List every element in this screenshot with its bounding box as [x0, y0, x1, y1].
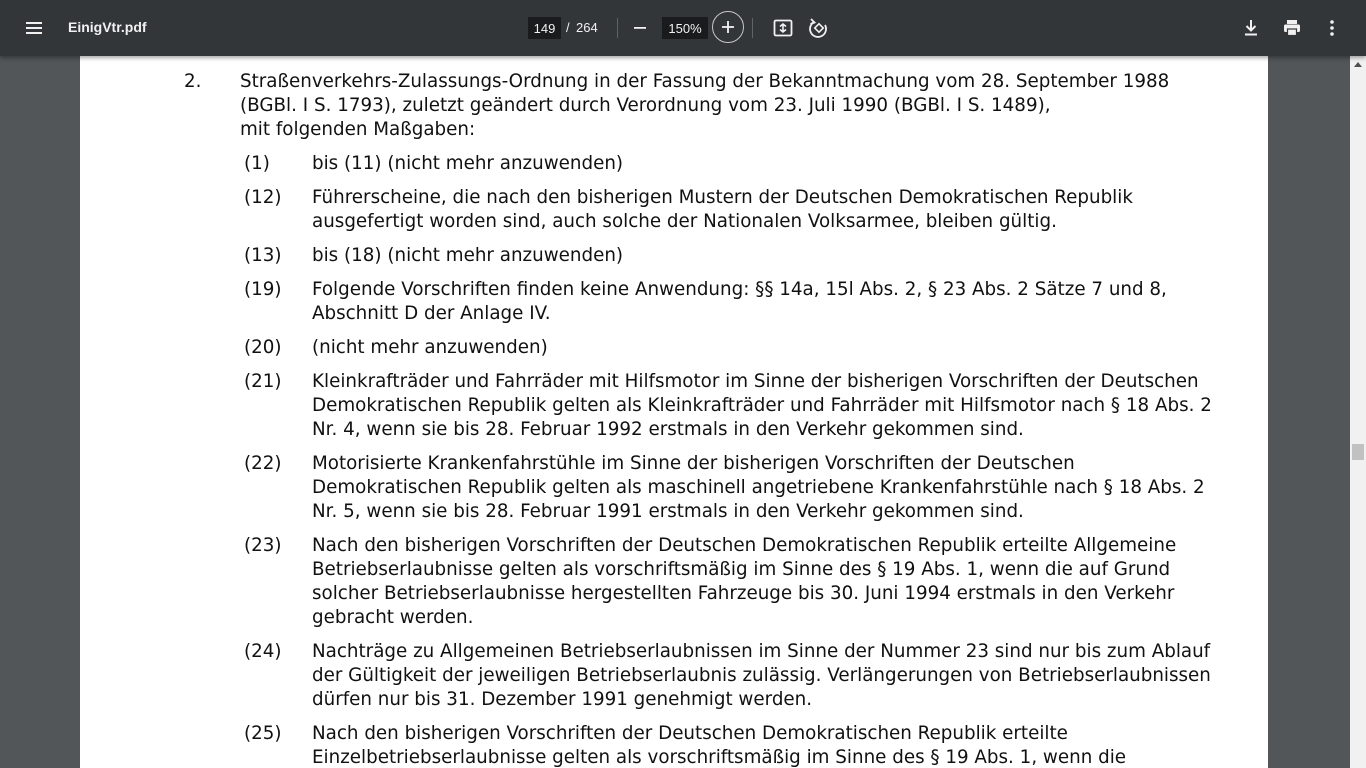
page-separator: / [566, 20, 570, 35]
toolbar-divider [617, 18, 618, 38]
paragraph-line: Nr. 5, wenn sie bis 28. Februar 1991 erstmals in den Verkehr gekommen sind. [312, 501, 1024, 522]
paragraph-line: bis (18) (nicht mehr anzuwenden) [312, 245, 624, 266]
paragraph-line: dürfen nur bis 31. Dezember 1991 genehmigt werden. [312, 689, 813, 710]
download-icon [1239, 16, 1263, 40]
paragraph-line: Nach den bisherigen Vorschriften der Deutschen Demokratischen Republik erteilte [312, 723, 1068, 744]
paragraph-line: der Gültigkeit der jeweiligen Betriebserlaubnis zulässig. Verlängerungen von Betriebserlaubnissen [312, 665, 1211, 686]
paragraph-number: (13) [244, 245, 282, 266]
zoom-in-button[interactable] [712, 11, 744, 43]
intro-line: mit folgenden Maßgaben: [240, 119, 476, 140]
paragraph-line: Nach den bisherigen Vorschriften der Deutschen Demokratischen Republik erteilte Allgemeine [312, 535, 1177, 556]
toolbar-divider [752, 18, 753, 38]
intro-line: Straßenverkehrs-Zulassungs-Ordnung in der Fassung der Bekanntmachung vom 28. September 1988 [240, 71, 1170, 92]
paragraph-line: Demokratischen Republik gelten als Kleinkrafträder und Fahrräder mit Hilfsmotor nach § 18 Abs. 2 [312, 395, 1212, 416]
paragraph-line: Führerscheine, die nach den bisherigen Mustern der Deutschen Demokratischen Republik [312, 187, 1133, 208]
paragraph-line: Nachträge zu Allgemeinen Betriebserlaubnissen im Sinne der Nummer 23 sind nur bis zum Ablauf [312, 641, 1211, 662]
pdf-toolbar [0, 0, 1366, 56]
paragraph-number: (19) [244, 279, 282, 300]
zoom-out-button[interactable] [624, 12, 656, 44]
item-number: 2. [184, 71, 202, 92]
paragraph-line: solcher Betriebserlaubnisse hergestellten Fahrzeuge bis 30. Juni 1994 erstmals in den Verkehr [312, 583, 1175, 604]
rotate-icon [807, 16, 831, 40]
download-button[interactable] [1235, 12, 1267, 44]
paragraph-line: Motorisierte Krankenfahrstühle im Sinne der bisherigen Vorschriften der Deutschen [312, 453, 1075, 474]
menu-icon-line [26, 32, 42, 34]
paragraph-number: (21) [244, 371, 282, 392]
paragraph-number: (1) [244, 153, 270, 174]
scroll-up-arrow-icon[interactable] [1354, 62, 1362, 67]
paragraph-line: (nicht mehr anzuwenden) [312, 337, 548, 358]
paragraph-number: (12) [244, 187, 282, 208]
page-number-input[interactable] [528, 17, 561, 39]
paragraph-number: (23) [244, 535, 282, 556]
paragraph-line: Nr. 4, wenn sie bis 28. Februar 1992 erstmals in den Verkehr gekommen sind. [312, 419, 1024, 440]
paragraph-line: gebracht werden. [312, 607, 474, 628]
total-pages: 264 [576, 20, 598, 35]
fit-to-page-icon [771, 16, 795, 40]
scroll-thumb[interactable] [1352, 444, 1364, 460]
paragraph-line: ausgefertigt worden sind, auch solche der Nationalen Volksarmee, bleiben gültig. [312, 211, 1057, 232]
paragraph-line: Kleinkrafträder und Fahrräder mit Hilfsmotor im Sinne der bisherigen Vorschriften der Deutschen [312, 371, 1199, 392]
menu-icon-line [26, 27, 42, 29]
menu-icon [26, 22, 42, 24]
menu-button[interactable] [18, 12, 50, 44]
rotate-button[interactable] [803, 12, 835, 44]
paragraph-number: (22) [244, 453, 282, 474]
paragraph-number: (24) [244, 641, 282, 662]
pdf-viewer[interactable] [0, 56, 1366, 768]
intro-line: (BGBl. I S. 1793), zuletzt geändert durch Verordnung vom 23. Juli 1990 (BGBl. I S. 1489), [240, 95, 1051, 116]
paragraph-line: Einzelbetriebserlaubnisse gelten als vorschriftsmäßig im Sinne des § 19 Abs. 1, wenn die [312, 747, 1127, 768]
pdf-page [80, 56, 1268, 768]
plus-icon [718, 17, 738, 37]
print-button[interactable] [1276, 12, 1308, 44]
vertical-scrollbar[interactable] [1350, 56, 1366, 768]
minus-icon [628, 16, 652, 40]
paragraph-number: (25) [244, 723, 282, 744]
paragraph-number: (20) [244, 337, 282, 358]
paragraph-line: Demokratischen Republik gelten als maschinell angetriebene Krankenfahrstühle nach § 18 Abs. 2 [312, 477, 1205, 498]
more-vert-icon [1320, 16, 1344, 40]
paragraph-line: Betriebserlaubnisse gelten als vorschriftsmäßig im Sinne des § 19 Abs. 1, wenn die auf Grund [312, 559, 1171, 580]
file-title: EinigVtr.pdf [68, 19, 147, 35]
paragraph-line: bis (11) (nicht mehr anzuwenden) [312, 153, 624, 174]
paragraph-line: Folgende Vorschriften finden keine Anwendung: §§ 14a, 15l Abs. 2, § 23 Abs. 2 Sätze 7 und 8, [312, 279, 1167, 300]
zoom-input[interactable] [662, 17, 708, 39]
fit-to-page-button[interactable] [767, 12, 799, 44]
more-options-button[interactable] [1316, 12, 1348, 44]
print-icon [1280, 16, 1304, 40]
paragraph-line: Abschnitt D der Anlage IV. [312, 303, 551, 324]
